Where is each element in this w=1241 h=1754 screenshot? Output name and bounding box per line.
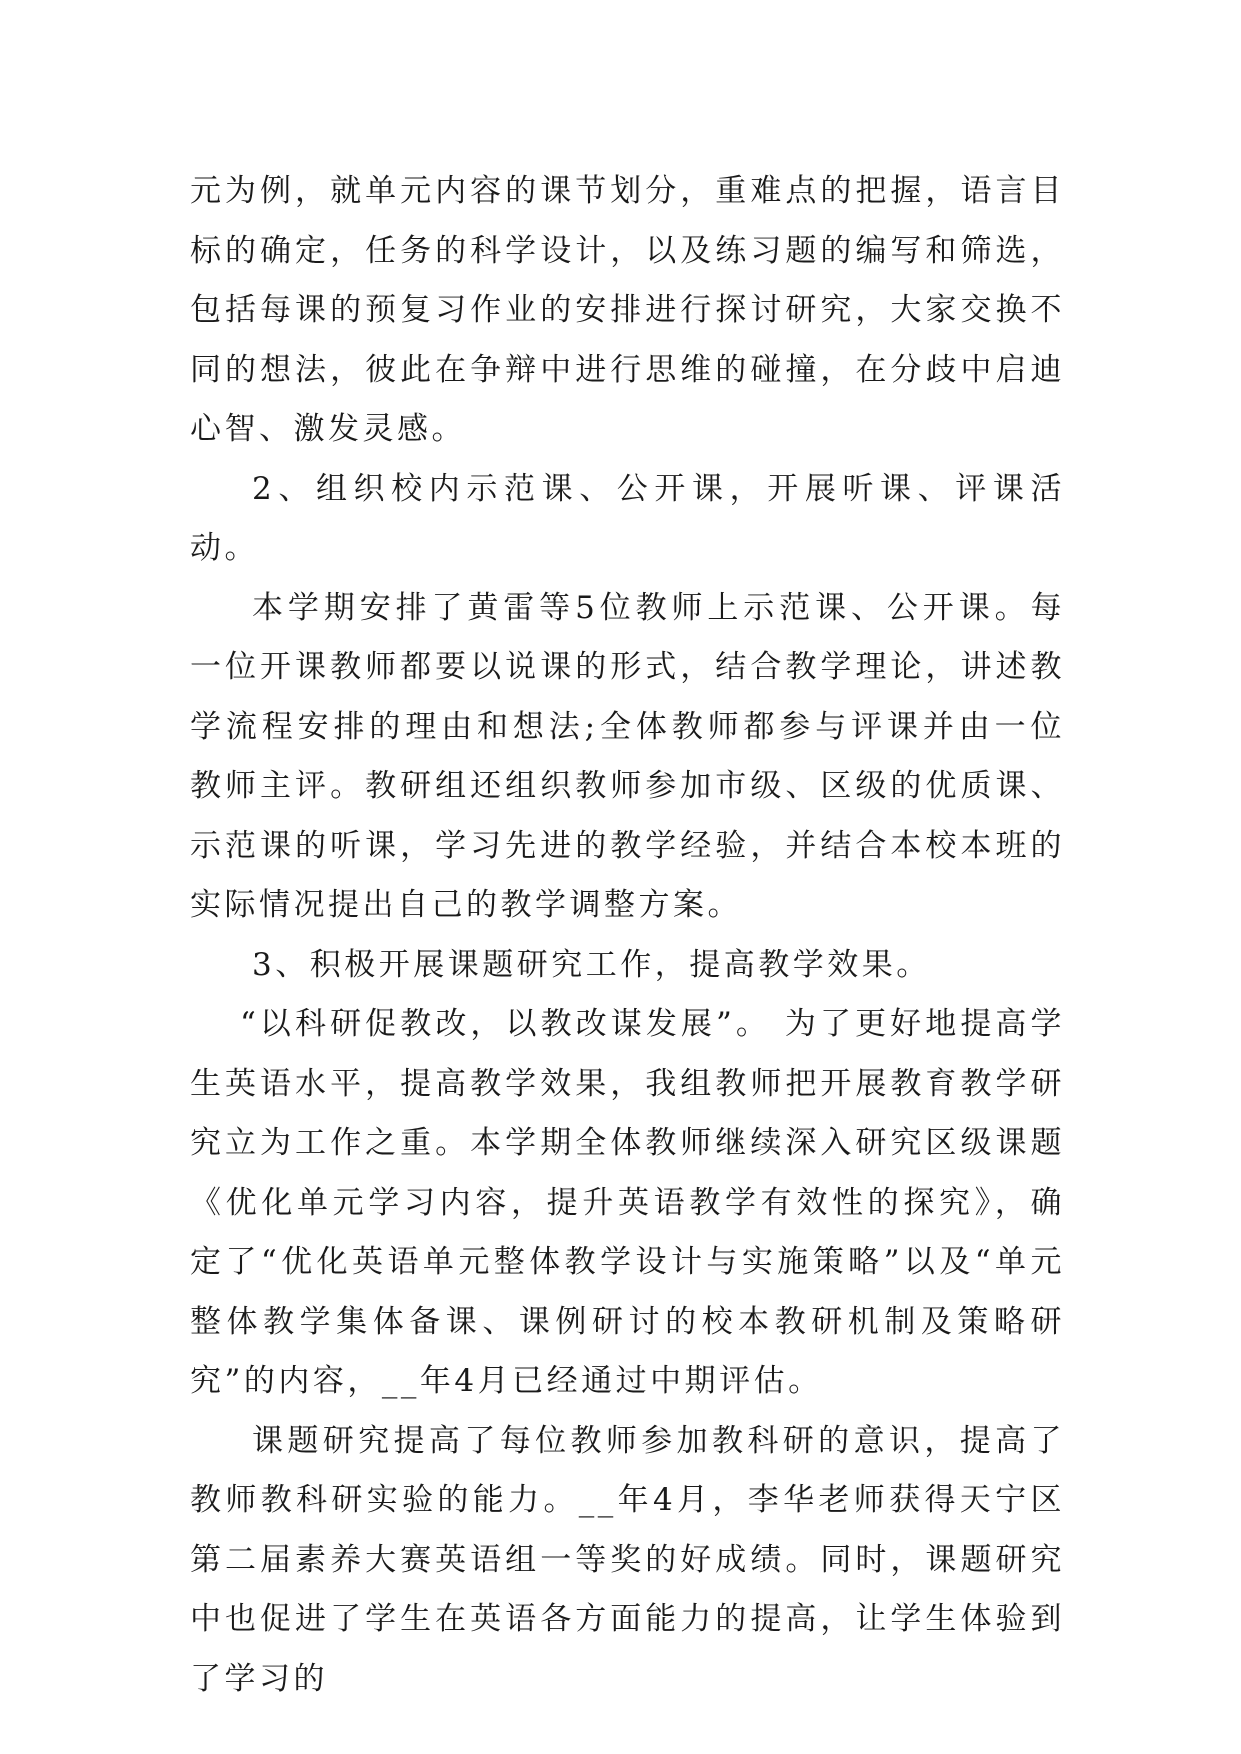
section-heading-3: 3、积极开展课题研究工作，提高教学效果。 bbox=[252, 946, 931, 983]
paragraph-demo-classes: 本学期安排了黄雷等5位教师上示范课、公开课。每一位开课教师都要以说课的形式，结合教学理论，讲述教学流程安排的理由和想法;全体教师都参与评课并由一位教师主评。教研组还组织教师参加市级、区级的优质课、示范课的听课，学习先进的教学经验，并结合本校本班的实际情况提出自己的教学调整方案。 bbox=[190, 589, 1065, 923]
paragraph-continuation: 元为例，就单元内容的课节划分，重难点的把握，语言目标的确定，任务的科学设计，以及练习题的编写和筛选，包括每课的预复习作业的安排进行探讨研究，大家交换不同的想法，彼此在争辩中进行思维的碰撞，在分歧中启迪心智、激发灵感。 bbox=[190, 173, 1065, 447]
paragraph-research-results: 课题研究提高了每位教师参加教科研的意识，提高了教师教科研实验的能力。__年4月，李华老师获得天宁区第二届素养大赛英语组一等奖的好成绩。同时，课题研究中也促进了学生在英语各方面能力的提高，让学生体验到了学习的 bbox=[190, 1422, 1065, 1697]
paragraph-research: “以科研促教改，以教改谋发展”。 为了更好地提高学生英语水平，提高教学效果，我组教师把开展教育教学研究立为工作之重。本学期全体教师继续深入研究区级课题《优化单元学习内容，提升英语教学有效性的探究》，确定了“优化英语单元整体教学设计与实施策略”以及“单元整体教学集体备课、课例研讨的校本教研机制及策略研究”的内容，__年4月已经通过中期评估。 bbox=[190, 1006, 1065, 1399]
document-body bbox=[190, 162, 1065, 1709]
section-heading-2: 2、组织校内示范课、公开课，开展听课、评课活动。 bbox=[190, 470, 1065, 566]
